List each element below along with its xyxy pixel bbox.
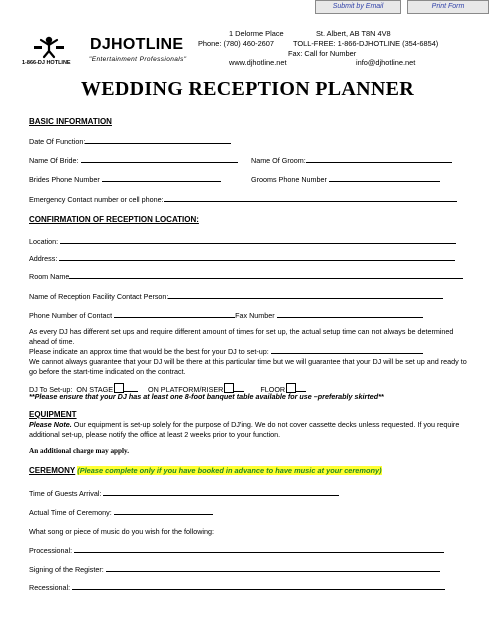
setup-label: DJ To Set-up:	[29, 385, 73, 394]
bride-input[interactable]	[81, 156, 238, 163]
guest-arrival-field[interactable]	[29, 489, 339, 498]
equipment-note	[29, 420, 469, 439]
processional-input[interactable]	[74, 546, 444, 553]
bride-field[interactable]	[29, 156, 238, 165]
print-form-button[interactable]: Print Form	[407, 0, 489, 14]
date-field[interactable]	[29, 137, 231, 146]
dj-logo-icon	[28, 34, 70, 62]
music-question: What song or piece of music do you wish for the following:	[29, 527, 214, 536]
opt-platform-label: ON PLATFORM/RISER	[148, 385, 224, 394]
emergency-field[interactable]	[29, 195, 457, 204]
facility-contact-input[interactable]	[168, 292, 443, 299]
contact-phone-input[interactable]	[114, 311, 235, 318]
equipment-extra-charge: An additional charge may apply.	[29, 447, 130, 455]
address-field[interactable]	[29, 254, 455, 263]
setup-paragraph-1: As every DJ has different set ups and require different amount of times for set up, the actual setup time can not always be determined ahead of time.	[29, 327, 454, 346]
brand-tagline: "Entertainment Professionals"	[89, 56, 187, 63]
email-link[interactable]: info@djhotline.net	[356, 58, 416, 67]
tollfree-number: TOLL-FREE: 1-866-DJHOTLINE (354-6854)	[293, 39, 439, 48]
contact-phone-field[interactable]	[29, 311, 423, 320]
location-label: Location:	[29, 237, 59, 246]
groom-phone-field[interactable]	[251, 175, 440, 184]
submit-by-email-button[interactable]: Submit by Email	[315, 0, 401, 14]
brand-name: DJHOTLINE	[90, 36, 184, 53]
emergency-input[interactable]	[164, 195, 457, 202]
location-heading: CONFIRMATION OF RECEPTION LOCATION:	[29, 215, 199, 224]
recessional-field[interactable]	[29, 583, 445, 592]
phone-number: Phone: (780) 460-2607	[198, 39, 275, 48]
register-field[interactable]	[29, 565, 440, 574]
ceremony-heading: CEREMONY	[29, 466, 76, 475]
bride-phone-input[interactable]	[102, 175, 221, 182]
setup-time-field[interactable]	[29, 347, 423, 356]
groom-input[interactable]	[306, 156, 452, 163]
bride-phone-field[interactable]	[29, 175, 221, 184]
ceremony-note: (Please complete only if you have booked in advance to have music at your ceremony)	[77, 466, 382, 475]
ceremony-time-field[interactable]	[29, 508, 213, 517]
fax-number: Fax: Call for Number	[288, 49, 357, 58]
groom-phone-input[interactable]	[329, 175, 440, 182]
equipment-text: Our equipment is set-up solely for the purpose of DJ'ing. We do not cover cassette decks unless requested. If you require additional set-up, please notify the office at least 2 weeks prior to your function.	[29, 420, 460, 439]
contact-fax-input[interactable]	[277, 311, 423, 318]
groom-field[interactable]	[251, 156, 452, 165]
equipment-note-label: Please Note.	[29, 420, 72, 429]
guest-arrival-label: Time of Guests Arrival:	[29, 489, 102, 498]
basic-info-heading: BASIC INFORMATION	[29, 117, 112, 126]
room-label: Room Name	[29, 272, 70, 281]
address-street: 1 Delorme Place	[229, 29, 284, 38]
facility-contact-label: Name of Reception Facility Contact Person:	[29, 292, 169, 301]
bride-label: Name Of Bride:	[29, 156, 79, 165]
register-label: Signing of the Register:	[29, 565, 104, 574]
setup-paragraph-3: We cannot always guarantee that your DJ will be there at this particular time but we will guarantee that your DJ will be set up and ready to go before the start-time indicated on the contract.	[29, 357, 467, 376]
ceremony-heading-row	[29, 466, 382, 475]
address-city: St. Albert, AB T8N 4V8	[316, 29, 391, 38]
setup-time-input[interactable]	[271, 347, 423, 354]
register-input[interactable]	[106, 565, 440, 572]
date-input[interactable]	[85, 137, 231, 144]
page-title: WEDDING RECEPTION PLANNER	[80, 78, 415, 100]
equipment-heading: EQUIPMENT	[29, 410, 77, 419]
room-field[interactable]	[29, 272, 463, 281]
contact-fax-label: Fax Number	[235, 311, 275, 320]
recessional-label: Recessional:	[29, 583, 71, 592]
ceremony-time-input[interactable]	[114, 508, 213, 515]
website-link[interactable]: www.djhotline.net	[229, 58, 287, 67]
logo-caption: 1-866-DJ HOTLINE	[22, 60, 71, 66]
recessional-input[interactable]	[72, 583, 445, 590]
opt-stage-label: ON STAGE	[76, 385, 114, 394]
contact-phone-label: Phone Number of Contact	[29, 311, 113, 320]
processional-label: Processional:	[29, 546, 73, 555]
facility-contact-field[interactable]	[29, 292, 443, 301]
guest-arrival-input[interactable]	[103, 489, 339, 496]
emergency-label: Emergency Contact number or cell phone:	[29, 195, 164, 204]
location-input[interactable]	[60, 237, 456, 244]
room-input[interactable]	[69, 272, 463, 279]
location-field[interactable]	[29, 237, 456, 246]
opt-floor-label: FLOOR	[260, 385, 286, 394]
date-label: Date Of Function:	[29, 137, 86, 146]
groom-phone-label: Grooms Phone Number	[251, 175, 327, 184]
address-input[interactable]	[59, 254, 455, 261]
address-label: Address:	[29, 254, 58, 263]
processional-field[interactable]	[29, 546, 444, 555]
setup-time-label: Please indicate an approx time that would be the best for your DJ to set-up:	[29, 347, 269, 356]
groom-label: Name Of Groom:	[251, 156, 306, 165]
bride-phone-label: Brides Phone Number	[29, 175, 100, 184]
table-note: **Please ensure that your DJ has at least one 8-foot banquet table available for use –preferably skirted**	[29, 392, 384, 401]
ceremony-time-label: Actual Time of Ceremony:	[29, 508, 112, 517]
